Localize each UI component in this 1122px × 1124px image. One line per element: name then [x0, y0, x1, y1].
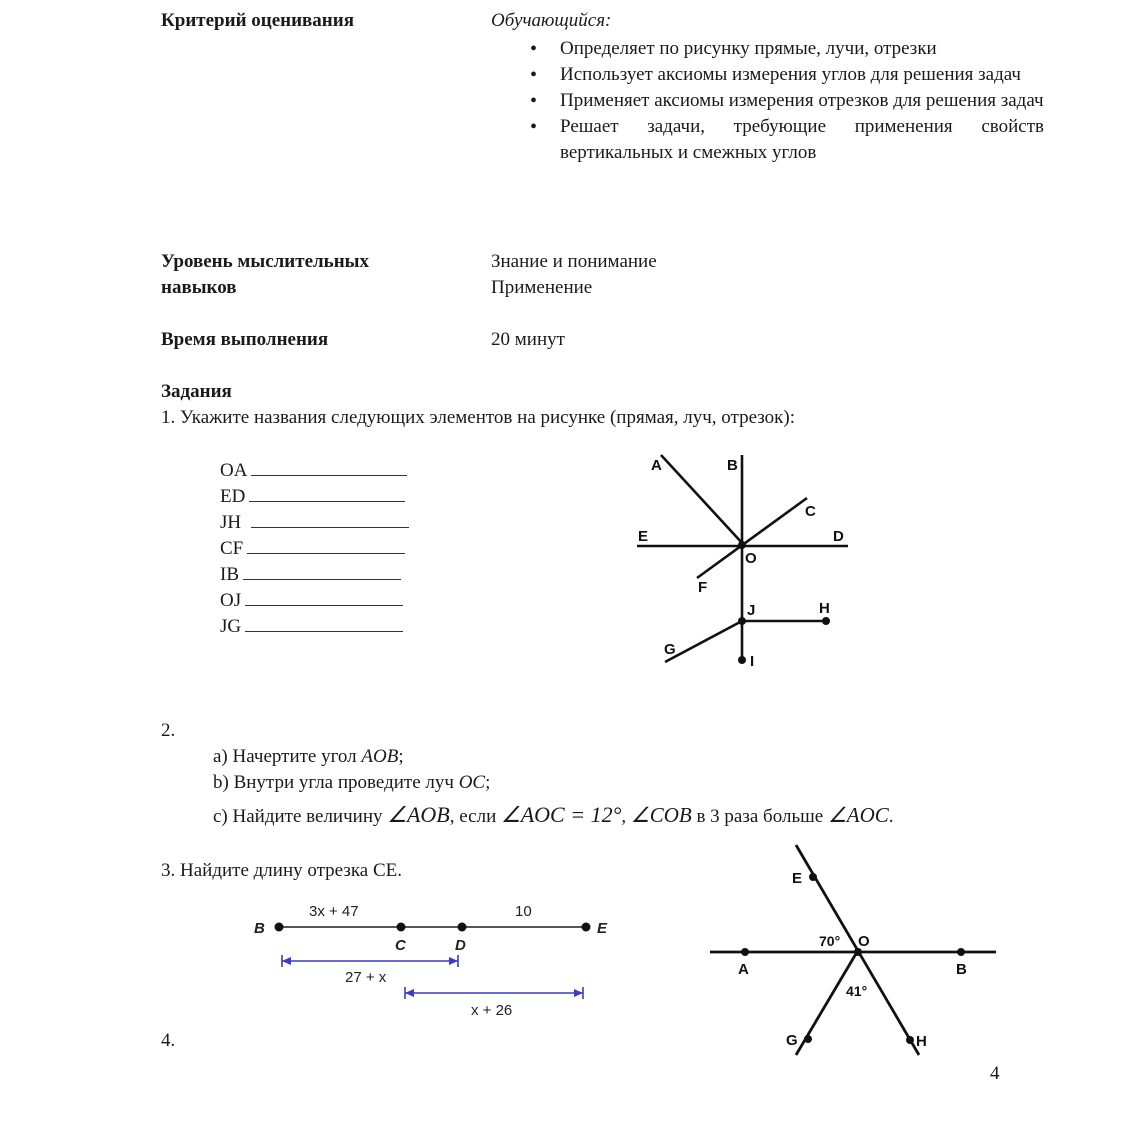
svg-text:A: A — [651, 457, 662, 474]
criteria-list — [528, 36, 1044, 166]
svg-text:A: A — [738, 961, 749, 978]
svg-text:G: G — [664, 641, 676, 658]
svg-text:J: J — [747, 602, 756, 619]
task1-blank-row: JH — [220, 509, 409, 536]
duration-label: Время выполнения — [161, 329, 329, 350]
answer-blank[interactable] — [249, 483, 405, 502]
svg-text:H: H — [819, 600, 830, 617]
criteria-item: • Применяет аксиомы измерения отрезков для решения задач — [528, 88, 1044, 114]
criteria-item: • Решает задачи, требующие применения свойств вертикальных и смежных углов — [528, 114, 1044, 166]
answer-blank[interactable] — [247, 535, 405, 554]
criteria-intro: Обучающийся: — [491, 10, 612, 31]
answer-blank[interactable] — [245, 613, 403, 632]
task1-figure — [620, 440, 870, 680]
svg-text:10: 10 — [515, 903, 532, 920]
task2-number: 2. — [161, 720, 176, 741]
svg-text:D: D — [833, 528, 844, 545]
svg-text:H: H — [916, 1033, 927, 1050]
svg-text:C: C — [805, 503, 816, 520]
svg-text:3x + 47: 3x + 47 — [309, 903, 359, 920]
thinking-level-label: Уровень мыслительных навыков — [161, 251, 369, 298]
task1-blank-row: JG — [220, 613, 403, 640]
svg-text:F: F — [698, 579, 708, 596]
answer-blank[interactable] — [245, 587, 403, 606]
svg-text:B: B — [956, 961, 967, 978]
svg-text:G: G — [786, 1032, 798, 1049]
svg-text:70°: 70° — [819, 933, 841, 949]
svg-text:41°: 41° — [846, 983, 868, 999]
dimension-arrows — [282, 955, 583, 999]
svg-text:B: B — [254, 920, 265, 937]
criteria-item: • Определяет по рисунку прямые, лучи, отрезки — [528, 36, 1044, 62]
task2-part-b: b) Внутри угла проведите луч OC; — [213, 772, 491, 793]
svg-text:D: D — [455, 937, 466, 954]
task1-text: 1. Укажите названия следующих элементов на рисунке (прямая, луч, отрезок): — [161, 407, 795, 428]
svg-text:27 + x: 27 + x — [345, 969, 387, 986]
svg-text:O: O — [745, 550, 757, 567]
tasks-heading: Задания — [161, 381, 232, 402]
task1-blank-row: OA — [220, 457, 407, 484]
task4-angle-figure — [700, 840, 1010, 1060]
task3-text: 3. Найдите длину отрезка CE. — [161, 860, 402, 881]
task1-blank-row: IB — [220, 561, 401, 588]
thinking-level-values: Знание и понимание Применение — [491, 251, 657, 298]
task1-blank-row: ED — [220, 483, 405, 510]
svg-text:I: I — [750, 653, 755, 670]
criteria-item: • Использует аксиомы измерения углов для решения задач — [528, 62, 1044, 88]
task2-part-c: c) Найдите величину ∠AOB, если ∠AOC = 12°, ∠COB в 3 раза больше ∠AOC. — [213, 802, 894, 827]
task2-part-a: a) Начертите угол AOB; — [213, 746, 404, 767]
criteria-label: Критерий оценивания — [161, 10, 354, 31]
answer-blank[interactable] — [243, 561, 401, 580]
task3-segment-figure — [245, 895, 625, 1025]
svg-text:E: E — [597, 920, 608, 937]
svg-text:O: O — [858, 933, 870, 950]
duration-value: 20 минут — [491, 329, 565, 350]
svg-text:E: E — [792, 870, 803, 887]
page-number: 4 — [990, 1063, 1000, 1084]
svg-text:B: B — [727, 457, 738, 474]
svg-text:C: C — [395, 937, 406, 954]
answer-blank[interactable] — [251, 457, 407, 476]
task4-number: 4. — [161, 1030, 176, 1051]
task1-blank-row: CF — [220, 535, 405, 562]
answer-blank[interactable] — [251, 509, 409, 528]
svg-text:x + 26: x + 26 — [471, 1002, 513, 1019]
svg-text:E: E — [638, 528, 649, 545]
task1-blank-row: OJ — [220, 587, 403, 614]
